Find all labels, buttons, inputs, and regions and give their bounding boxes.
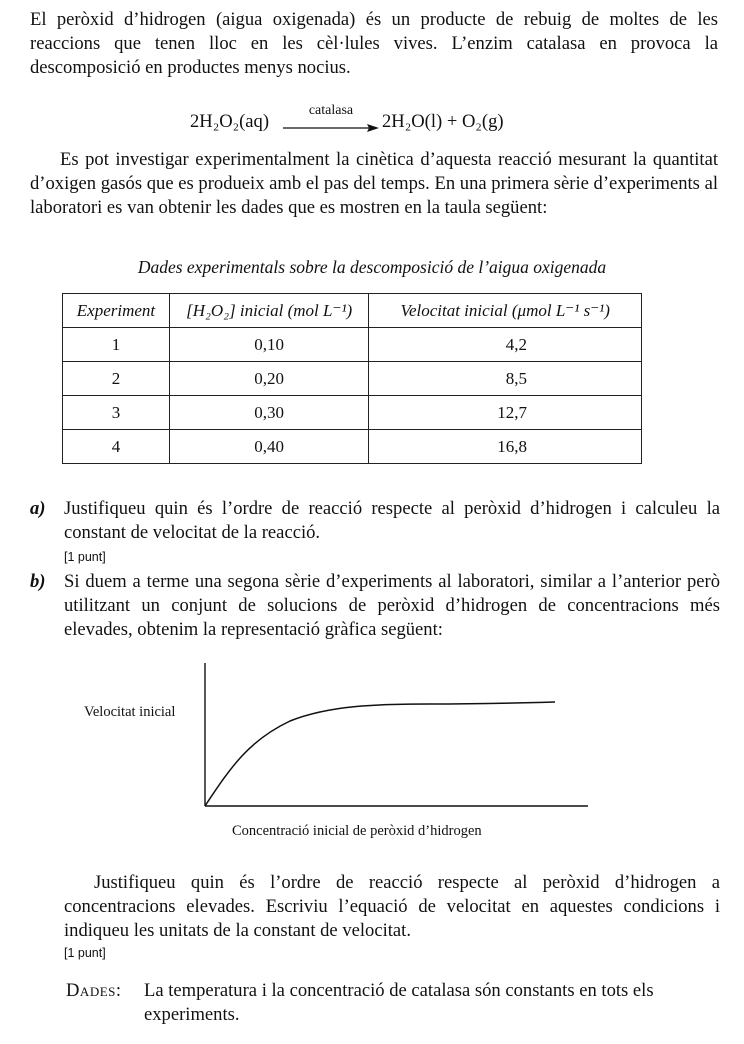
header-concentration: [H₂O₂] inicial (mol L⁻¹) bbox=[169, 294, 369, 328]
reaction-equation bbox=[0, 103, 744, 139]
cell-concentration: 0,30 bbox=[169, 396, 369, 430]
equation-catalyst: catalasa bbox=[308, 103, 354, 118]
cell-experiment: 4 bbox=[63, 430, 170, 464]
intro-paragraph-1: El peròxid d’hidrogen (aigua oxigenada) és un producte de rebuig de moltes de les reaccions que tenen lloc en les cèl·lules vives. L’enzim catalasa en provoca la descomposició en productes menys nocius. bbox=[30, 9, 718, 78]
cell-velocity: 16,8 bbox=[369, 430, 642, 464]
equation-reactants: 2H₂O₂(aq) bbox=[190, 111, 270, 132]
cell-velocity: 12,7 bbox=[369, 396, 642, 430]
graph-y-label: Velocitat inicial bbox=[84, 704, 176, 720]
reaction-arrow-icon bbox=[283, 123, 379, 133]
cell-concentration: 0,40 bbox=[169, 430, 369, 464]
question-a-points: [1 punt] bbox=[64, 550, 106, 564]
cell-concentration: 0,10 bbox=[169, 328, 369, 362]
equation-products: 2H₂O(l) + O₂(g) bbox=[382, 111, 504, 132]
cell-experiment: 2 bbox=[63, 362, 170, 396]
experimental-data-table bbox=[62, 293, 642, 464]
header-experiment: Experiment bbox=[63, 294, 170, 328]
table-header-row bbox=[63, 294, 642, 328]
cell-experiment: 1 bbox=[63, 328, 170, 362]
cell-concentration: 0,20 bbox=[169, 362, 369, 396]
cell-velocity: 4,2 bbox=[369, 328, 642, 362]
cell-velocity: 8,5 bbox=[369, 362, 642, 396]
question-a-label: a) bbox=[30, 498, 46, 519]
cell-experiment: 3 bbox=[63, 396, 170, 430]
dades-text: La temperatura i la concentració de catalasa són constants en tots els experiments. bbox=[144, 980, 654, 1025]
question-b-points: [1 punt] bbox=[64, 946, 106, 960]
table-row bbox=[63, 328, 642, 362]
graph-x-label: Concentració inicial de peròxid d’hidrogen bbox=[232, 823, 482, 839]
question-a-text: Justifiqueu quin és l’ordre de reacció respecte al peròxid d’hidrogen i calculeu la constant de velocitat de la reacció. bbox=[64, 498, 720, 543]
header-velocity: Velocitat inicial (μmol L⁻¹ s⁻¹) bbox=[369, 294, 642, 328]
question-b-label: b) bbox=[30, 571, 46, 592]
intro-paragraph-2: Es pot investigar experimentalment la cinètica d’aquesta reacció mesurant la quantitat d’oxigen gasós que es produeix amb el pas del temps. En una primera sèrie d’experiments al laboratori es van obtenir les dades que es mostren en la taula següent: bbox=[30, 149, 718, 218]
question-b-text: Si duem a terme una segona sèrie d’experiments al laboratori, similar a l’anterior però utilitzant un conjunt de solucions de peròxid d’hidrogen de concentracions més elevades, obtenim la representació gràfica següent: bbox=[64, 571, 720, 640]
table-row bbox=[63, 362, 642, 396]
table-row bbox=[63, 430, 642, 464]
saturation-curve bbox=[205, 702, 555, 806]
question-b-followup: Justifiqueu quin és l’ordre de reacció respecte al peròxid d’hidrogen a concentracions elevades. Escriviu l’equació de velocitat en aquestes condicions i indiqueu les unitats de la constant de velocitat. bbox=[64, 872, 720, 941]
table-row bbox=[63, 396, 642, 430]
dades-label: Dades: bbox=[66, 980, 122, 1001]
table-caption: Dades experimentals sobre la descomposició de l’aigua oxigenada bbox=[137, 257, 607, 277]
